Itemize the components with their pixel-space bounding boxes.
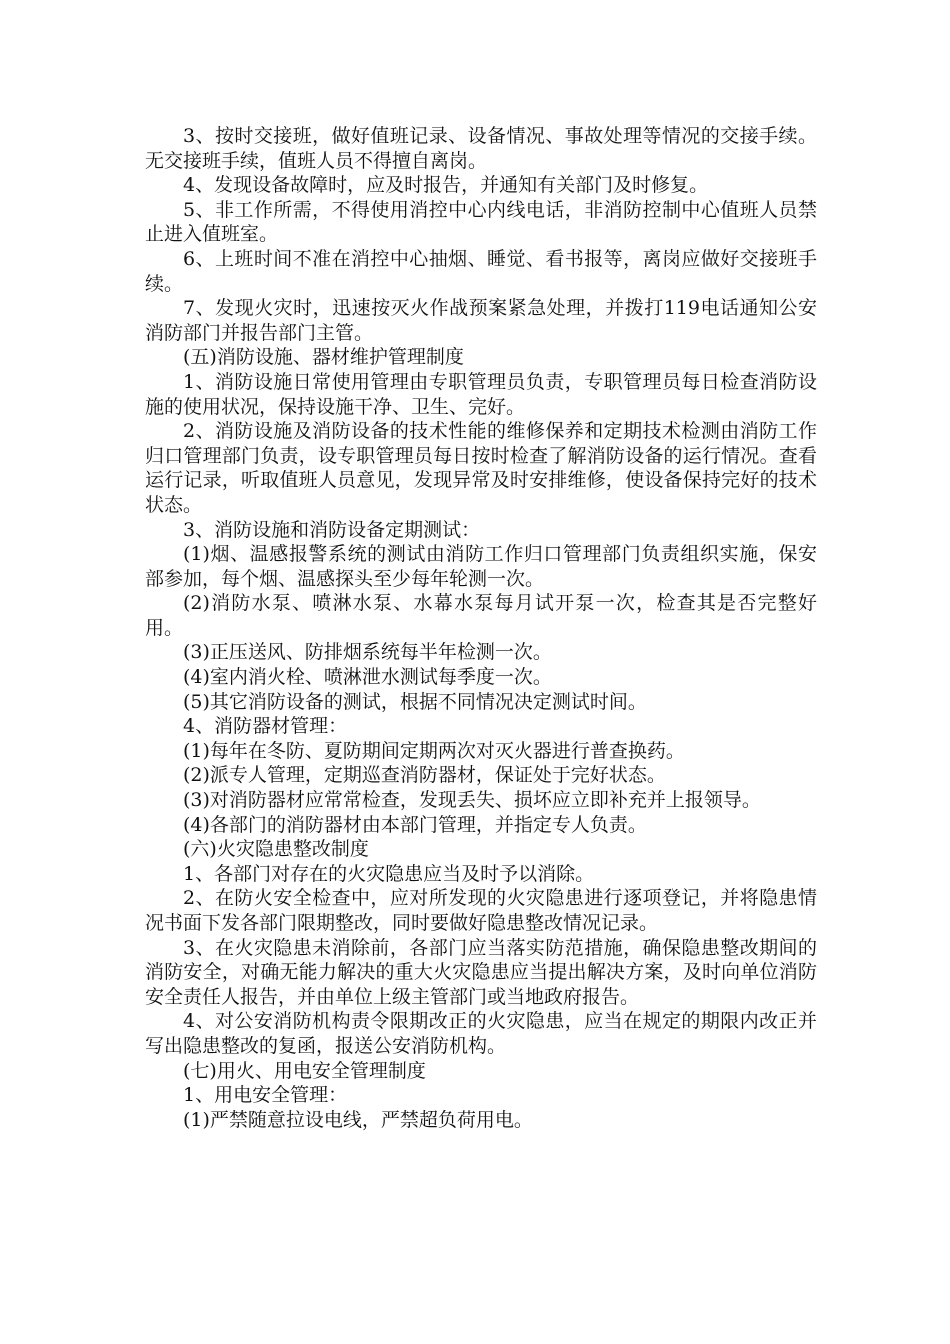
list-item-smoke-test: (1)烟、温感报警系统的测试由消防工作归口管理部门负责组织实施，保安部参加，每个烟、温感探头至少每年轮测一次。	[145, 543, 817, 590]
paragraph-hazard-registration: 2、在防火安全检查中，应对所发现的火灾隐患进行逐项登记，并将隐患情况书面下发各部门限期整改，同时要做好隐患整改情况记录。	[145, 887, 817, 934]
paragraph-hazard-precautions: 3、在火灾隐患未消除前，各部门应当落实防范措施，确保隐患整改期间的消防安全，对确无能力解决的重大火灾隐患应当提出解决方案，及时向单位消防安全责任人报告，并由单位上级主管部门或当地政府报告。	[145, 936, 817, 1008]
list-item-hydrant-test: (4)室内消火栓、喷淋泄水测试每季度一次。	[183, 666, 552, 689]
paragraph-fault-report: 4、发现设备故障时，应及时报告，并通知有关部门及时修复。	[183, 174, 709, 197]
paragraph-hazard-reply: 4、对公安消防机构责令限期改正的火灾隐患，应当在规定的期限内改正并写出隐患整改的复函，报送公安消防机构。	[145, 1010, 817, 1057]
paragraph-maintenance: 2、消防设施及消防设备的技术性能的维修保养和定期技术检测由消防工作归口管理部门负责，设专职管理员每日按时检查了解消防设备的运行情况。查看运行记录，听取值班人员意见，发现异常及时安排维修，使设备保持完好的技术状态。	[145, 420, 817, 516]
list-item-inspection: (3)对消防器材应常常检查，发现丢失、损坏应立即补充并上报领导。	[183, 789, 761, 812]
paragraph-fire-response: 7、发现火灾时，迅速按灭火作战预案紧急处理，并拨打119电话通知公安消防部门并报告部门主管。	[145, 297, 817, 344]
paragraph-handover: 3、按时交接班，做好值班记录、设备情况、事故处理等情况的交接手续。无交接班手续，值班人员不得擅自离岗。	[145, 125, 817, 172]
list-item-ventilation-test: (3)正压送风、防排烟系统每半年检测一次。	[183, 641, 552, 664]
section-heading-7: (七)用火、用电安全管理制度	[183, 1059, 426, 1082]
list-item-wiring-rule: (1)严禁随意拉设电线，严禁超负荷用电。	[183, 1108, 533, 1131]
paragraph-equipment-heading: 4、消防器材管理：	[183, 715, 348, 738]
list-item-patrol: (2)派专人管理，定期巡查消防器材，保证处于完好状态。	[183, 764, 666, 787]
section-heading-5: (五)消防设施、器材维护管理制度	[183, 346, 464, 369]
paragraph-testing-heading: 3、消防设施和消防设备定期测试：	[183, 518, 481, 541]
paragraph-daily-management: 1、消防设施日常使用管理由专职管理员负责，专职管理员每日检查消防设施的使用状况，保持设施干净、卫生、完好。	[145, 370, 817, 418]
paragraph-electricity-heading: 1、用电安全管理：	[183, 1084, 348, 1107]
paragraph-duty-conduct: 6、上班时间不准在消控中心抽烟、睡觉、看书报等，离岗应做好交接班手续。	[145, 247, 817, 295]
document-body	[145, 124, 817, 1132]
list-item-pump-test: (2)消防水泵、喷淋水泵、水幕水泵每月试开泵一次，检查其是否完整好用。	[145, 592, 817, 639]
list-item-other-test: (5)其它消防设备的测试，根据不同情况决定测试时间。	[183, 690, 647, 713]
list-item-extinguisher-check: (1)每年在冬防、夏防期间定期两次对灭火器进行普查换药。	[183, 739, 685, 762]
paragraph-phone-rule: 5、非工作所需，不得使用消控中心内线电话，非消防控制中心值班人员禁止进入值班室。	[145, 198, 817, 246]
paragraph-hazard-elimination: 1、各部门对存在的火灾隐患应当及时予以消除。	[183, 862, 595, 885]
section-heading-6: (六)火灾隐患整改制度	[183, 838, 369, 861]
list-item-department-responsibility: (4)各部门的消防器材由本部门管理，并指定专人负责。	[183, 813, 647, 836]
